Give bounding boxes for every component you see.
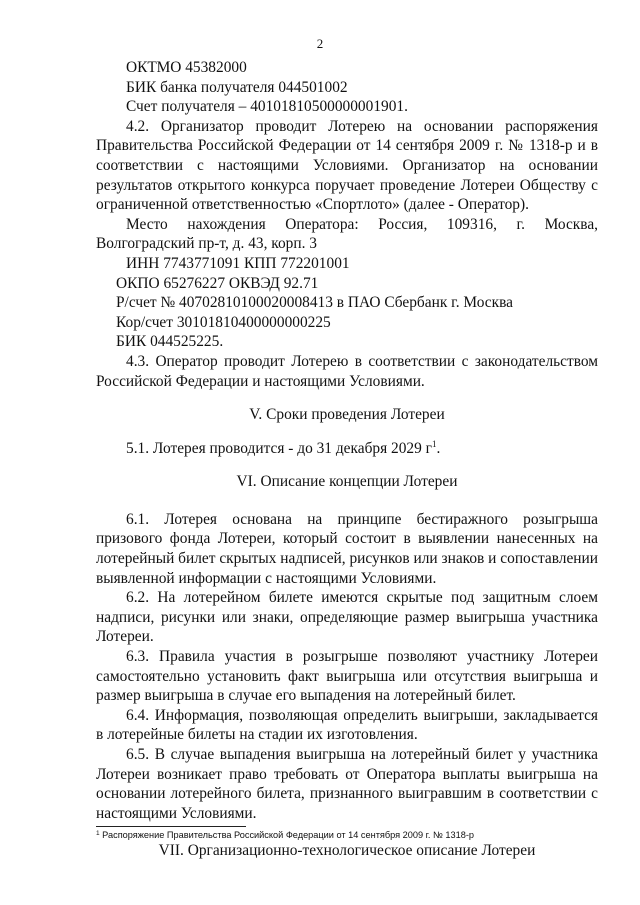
section-7-heading: VII. Организационно-технологическое описание Лотереи	[158, 842, 536, 860]
correspondent-account-line: Кор/счет 30101810400000000225	[116, 313, 331, 331]
paragraph-5-1	[96, 439, 598, 459]
paragraph-4-2: 4.2. Организатор проводит Лотерею на основании распоряжения Правительства Российской Федерации от 14 сентября 2009 г. № 1318-р и в соответствии с настоящими Условиями. Организатор на основании результатов открытого конкурса поручает проведение Лотереи Обществу с ограниченной ответственностью «Спортлото» (далее - Оператор).	[96, 117, 598, 214]
document-body	[96, 58, 598, 861]
paragraph-6-2: 6.2. На лотерейном билете имеются скрытые под защитным слоем надписи, рисунки или знаки, определяющие размер выигрыша участника Лотереи.	[96, 589, 598, 646]
footnote-text: Распоряжение Правительства Российской Федерации от 14 сентября 2009 г. № 1318-р	[99, 830, 475, 840]
paragraph-4-3: 4.3. Оператор проводит Лотерею в соответствии с законодательством Российской Федерации и настоящими Условиями.	[96, 352, 598, 390]
footnote-mark: 1	[96, 830, 100, 837]
paragraph-6-1: 6.1. Лотерея основана на принципе бестиражного розыгрыша призового фонда Лотереи, который состоит в выявлении нанесенных на лотерейный билет скрытых надписей, рисунков или знаков и сопоставлении выявленной информации с настоящими Условиями.	[96, 510, 598, 587]
settlement-account-line: Р/счет № 40702810100020008413 в ПАО Сбербанк г. Москва	[116, 294, 514, 312]
oktmo-line: ОКТМО 45382000	[126, 59, 247, 76]
okpo-okved-line: ОКПО 65276227 ОКВЭД 92.71	[116, 274, 319, 292]
paragraph-6-3: 6.3. Правила участия в розыгрыше позволяют участнику Лотереи самостоятельно установить факт выигрыша или отсутствия выигрыша и размер выигрыша в случае его выпадения на лотерейный билет.	[96, 648, 598, 705]
page-number: 2	[316, 36, 324, 51]
footnote-divider	[96, 826, 246, 827]
footnote	[96, 830, 474, 840]
paragraph-6-4: 6.4. Информация, позволяющая определить выигрыши, закладывается в лотерейные билеты на стадии их изготовления.	[96, 706, 598, 744]
inn-kpp-line: ИНН 7743771091 КПП 772201001	[126, 254, 350, 272]
paragraph-6-5: 6.5. В случае выпадения выигрыша на лотерейный билет у участника Лотереи возникает право требовать от Оператора выплаты выигрыша на основании лотерейного билета, признанного выигравшим в соответствии с настоящими Условиями.	[96, 746, 598, 822]
footnote-reference: 1	[432, 438, 437, 449]
recipient-account-line: Счет получателя – 40101810500000001901.	[126, 98, 408, 116]
paragraph-5-1-end: .	[436, 439, 441, 457]
section-6-heading: VI. Описание концепции Лотереи	[236, 473, 458, 491]
operator-bik-line: БИК 044525225.	[116, 333, 224, 351]
paragraph-5-1-text: 5.1. Лотерея проводится - до 31 декабря 2029 г	[126, 439, 432, 457]
section-5-heading: V. Сроки проведения Лотереи	[249, 406, 445, 424]
operator-location-paragraph: Место нахождения Оператора: Россия, 109316, г. Москва, Волгоградский пр-т, д. 43, корп. 3	[96, 215, 598, 253]
bik-recipient-bank-line: БИК банка получателя 044501002	[126, 78, 348, 96]
